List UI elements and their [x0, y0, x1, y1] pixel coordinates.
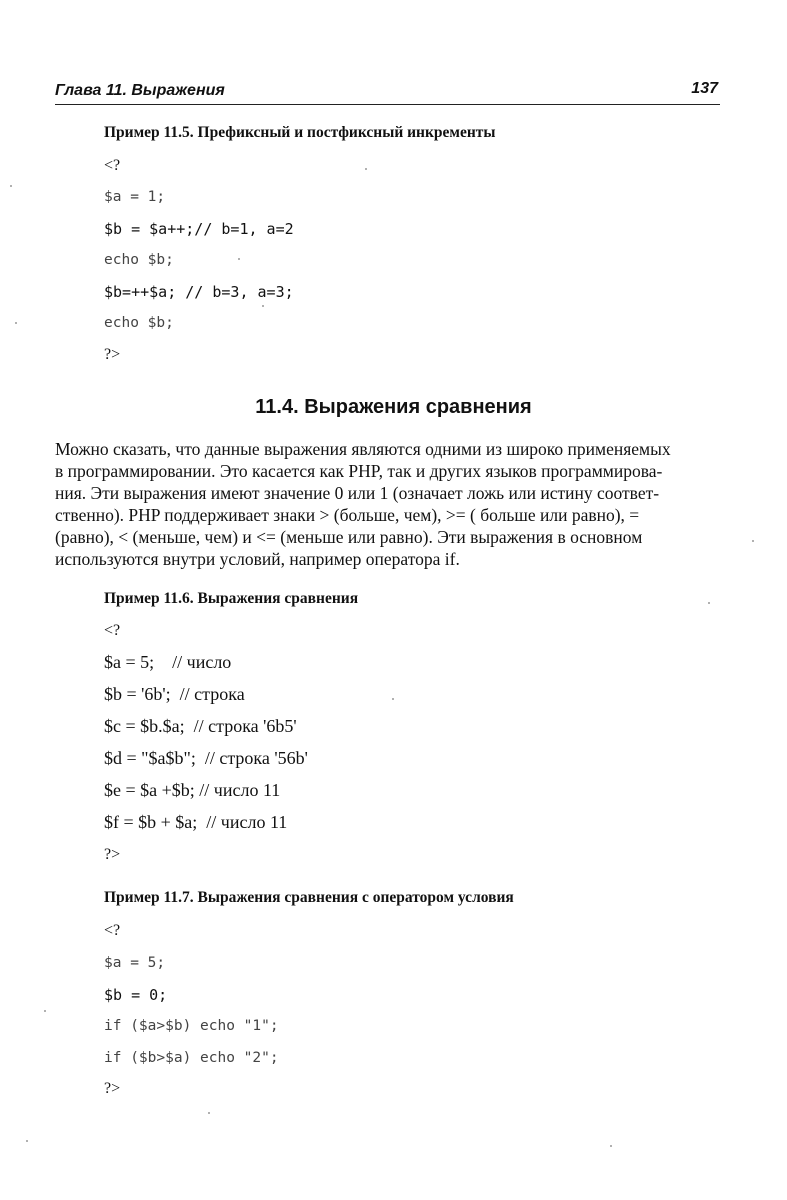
scan-speck — [238, 258, 240, 260]
code-line: $a = 5; // число — [104, 652, 232, 672]
code-line: if ($a>$b) echo "1"; — [104, 1018, 279, 1034]
scan-speck — [392, 698, 394, 700]
chapter-title: Выражения — [126, 82, 225, 99]
code-line: $b=++$a; // b=3, a=3; — [104, 283, 294, 301]
scan-speck — [15, 322, 17, 324]
scan-speck — [44, 1010, 46, 1012]
code-line: ?> — [104, 1080, 121, 1097]
example-11-7-title: Пример 11.7. Выражения сравнения с оператором условия — [104, 889, 514, 906]
running-header — [55, 80, 720, 105]
code-line: $c = $b.$a; // строка '6b5' — [104, 716, 297, 736]
chapter-number: 11. — [105, 82, 127, 99]
scan-speck — [10, 185, 12, 187]
code-line: $a = 1; — [104, 189, 166, 205]
code-line: $b = $a++;// b=1, a=2 — [104, 220, 294, 238]
paragraph-line: Можно сказать, что данные выражения являются одними из широко применяемых — [55, 439, 671, 459]
example-11-6-title: Пример 11.6. Выражения сравнения — [104, 590, 359, 607]
chapter-heading — [55, 82, 225, 100]
scan-speck — [208, 1112, 210, 1114]
code-line: <? — [104, 157, 121, 174]
code-line: if ($b>$a) echo "2"; — [104, 1050, 279, 1066]
code-line: echo $b; — [104, 315, 174, 331]
scan-speck — [708, 602, 710, 604]
example-11-5-title: Пример 11.5. Префиксный и постфиксный инкременты — [104, 124, 496, 141]
code-line: ?> — [104, 846, 121, 863]
paragraph-line: в программировании. Это касается как PHP, так и других языков программирова- — [55, 461, 663, 481]
body-paragraph — [55, 438, 728, 570]
scan-speck — [752, 540, 754, 542]
paragraph-line: ния. Эти выражения имеют значение 0 или 1 (означает ложь или истину соответ- — [55, 483, 660, 503]
code-line: $e = $a +$b; // число 11 — [104, 780, 281, 800]
section-heading: 11.4. Выражения сравнения — [255, 396, 532, 418]
code-line: $b = 0; — [104, 986, 168, 1004]
page-number: 137 — [691, 80, 718, 97]
code-line: $d = "$a$b"; // строка '56b' — [104, 748, 308, 768]
code-line: $a = 5; — [104, 955, 166, 971]
code-line: <? — [104, 922, 121, 939]
code-line: $f = $b + $a; // число 11 — [104, 812, 288, 832]
code-line: $b = '6b'; // строка — [104, 684, 245, 704]
code-line: <? — [104, 622, 121, 639]
paragraph-line: (равно), < (меньше, чем) и <= (меньше или равно). Эти выражения в основном — [55, 527, 643, 547]
scan-speck — [365, 168, 367, 170]
paragraph-line: ственно). PHP поддерживает знаки > (больше, чем), >= ( больше или равно), = — [55, 505, 640, 525]
scan-speck — [262, 305, 264, 307]
code-line: ?> — [104, 346, 121, 363]
code-line: echo $b; — [104, 252, 174, 268]
paragraph-line: используются внутри условий, например оператора if. — [55, 549, 460, 569]
chapter-prefix: Глава — [55, 82, 106, 99]
scan-speck — [26, 1140, 28, 1142]
scan-speck — [610, 1145, 612, 1147]
